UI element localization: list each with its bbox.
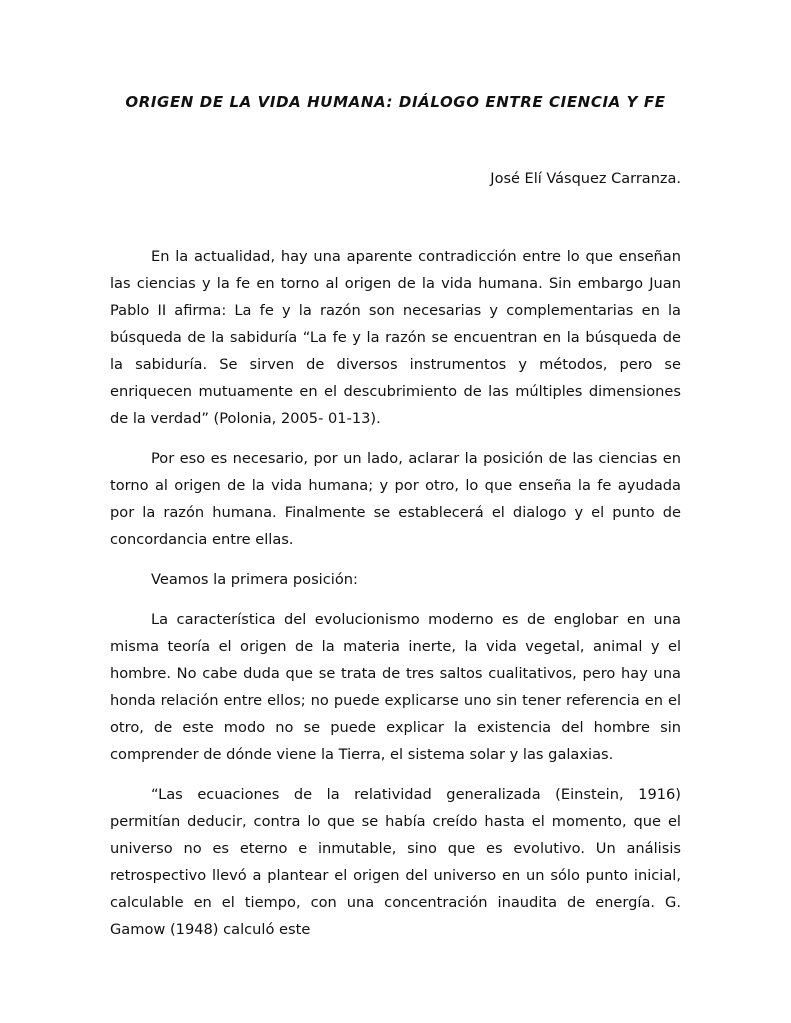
body-paragraph: Veamos la primera posición: — [151, 571, 358, 588]
body-paragraph: “Las ecuaciones de la relatividad generalizada (Einstein, 1916) permitían deducir, contra lo que se había creído hasta el momento, que el universo no es eterno e inmutable, sino que es evolutivo. Un análisis retrospectivo llevó a plantear el origen del universo en un sólo punto inicial, calculable en el tiempo, con una concentración inaudita de energía. G. Gamow (1948) calculó este — [110, 786, 681, 938]
body-paragraph: La característica del evolucionismo moderno es de englobar en una misma teoría el origen de la materia inerte, la vida vegetal, animal y el hombre. No cabe duda que se trata de tres saltos cualitativos, pero hay una honda relación entre ellos; no puede explicarse uno sin tener referencia en el otro, de este modo no se puede explicar la existencia del hombre sin comprender de dónde viene la Tierra, el sistema solar y las galaxias. — [110, 611, 681, 763]
document-title: ORIGEN DE LA VIDA HUMANA: DIÁLOGO ENTRE CIENCIA Y FE — [125, 93, 666, 111]
body-paragraph: Por eso es necesario, por un lado, aclarar la posición de las ciencias en torno al origen de la vida humana; y por otro, lo que enseña la fe ayudada por la razón humana. Finalmente se establecerá el dialogo y el punto de concordancia entre ellas. — [110, 450, 681, 548]
body-paragraph: En la actualidad, hay una aparente contradicción entre lo que enseñan las ciencias y la fe en torno al origen de la vida humana. Sin embargo Juan Pablo II afirma: La fe y la razón son necesarias y complementarias en la búsqueda de la sabiduría “La fe y la razón se encuentran en la búsqueda de la sabiduría. Se sirven de diversos instrumentos y métodos, pero se enriquecen mutuamente en el descubrimiento de las múltiples dimensiones de la verdad” (Polonia, 2005- 01-13). — [110, 248, 681, 427]
document-body — [110, 243, 681, 956]
document-author: José Elí Vásquez Carranza. — [490, 171, 681, 187]
